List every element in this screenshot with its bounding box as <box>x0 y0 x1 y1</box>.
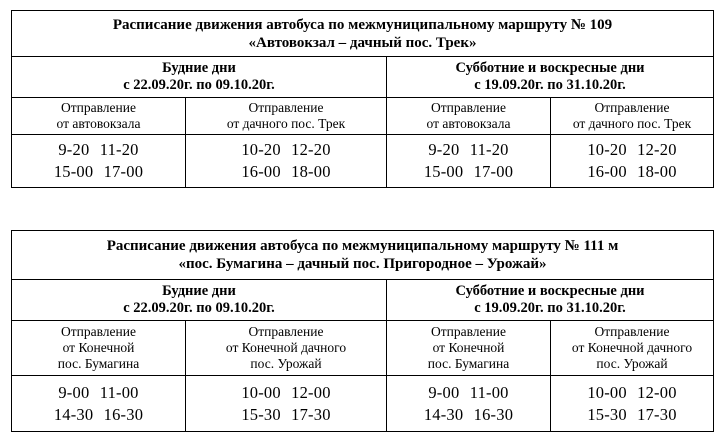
departure-label: Отправление <box>594 324 670 339</box>
times-row: 14-30 16-30 <box>423 404 514 424</box>
departure-times <box>12 376 186 432</box>
schedule-title <box>12 11 714 57</box>
schedule-title-line1: Расписание движения автобуса по межмуниципальному маршруту № 111 м <box>106 238 619 254</box>
times-row: 9-20 11-20 <box>58 140 139 159</box>
departure-header <box>387 321 551 376</box>
departure-label: Отправление <box>431 324 506 339</box>
departure-times <box>387 135 551 188</box>
departure-origin: от Конечной дачного <box>225 340 347 355</box>
times-row: 15-00 17-00 <box>53 162 144 181</box>
schedule-table-route-111m <box>11 230 714 432</box>
times-row: 10-00 12-00 <box>241 382 331 402</box>
departure-label: Отправление <box>61 100 136 115</box>
times-row: 14-30 16-30 <box>53 404 144 424</box>
weekend-dates: с 19.09.20г. по 31.10.20г. <box>474 300 626 316</box>
departure-origin: от автовокзала <box>426 116 511 131</box>
departure-times <box>12 135 186 188</box>
departure-header <box>387 98 551 135</box>
times-row: 15-30 17-30 <box>241 404 331 424</box>
times-row: 10-20 12-20 <box>587 140 677 159</box>
times-row: 10-20 12-20 <box>241 140 331 159</box>
times-row: 9-00 11-00 <box>58 382 139 402</box>
departure-header <box>551 321 714 376</box>
weekday-title: Будние дни <box>162 283 236 299</box>
weekend-title: Субботние и воскресные дни <box>455 283 645 299</box>
departure-header <box>186 321 387 376</box>
departure-origin: от автовокзала <box>56 116 141 131</box>
departure-origin-place: пос. Бумагина <box>427 356 510 371</box>
times-row: 9-20 11-20 <box>428 140 509 159</box>
departure-origin-place: пос. Бумагина <box>57 356 140 371</box>
weekend-title: Субботние и воскресные дни <box>455 60 645 76</box>
departure-times <box>551 135 714 188</box>
departure-origin: от Конечной <box>62 340 135 355</box>
weekday-dates: с 22.09.20г. по 09.10.20г. <box>123 300 275 316</box>
departure-header <box>551 98 714 135</box>
departure-origin: от Конечной дачного <box>571 340 693 355</box>
schedule-table-route-109 <box>11 10 714 188</box>
times-row: 16-00 18-00 <box>241 162 331 181</box>
schedule-title-line2: «пос. Бумагина – дачный пос. Пригородное – Урожай» <box>178 256 547 272</box>
departure-times <box>551 376 714 432</box>
weekday-dates: с 22.09.20г. по 09.10.20г. <box>123 77 275 93</box>
departure-header <box>186 98 387 135</box>
departure-times <box>186 135 387 188</box>
departure-times <box>186 376 387 432</box>
departure-label: Отправление <box>431 100 506 115</box>
times-row: 10-00 12-00 <box>587 382 677 402</box>
departure-times <box>387 376 551 432</box>
departure-header <box>12 321 186 376</box>
times-row: 16-00 18-00 <box>587 162 677 181</box>
times-row: 15-30 17-30 <box>587 404 677 424</box>
schedule-title <box>12 231 714 280</box>
weekend-period-header <box>387 280 714 321</box>
schedule-title-line2: «Автовокзал – дачный пос. Трек» <box>248 34 477 51</box>
departure-label: Отправление <box>61 324 136 339</box>
weekend-dates: с 19.09.20г. по 31.10.20г. <box>474 77 626 93</box>
weekday-title: Будние дни <box>162 60 236 76</box>
weekend-period-header <box>387 57 714 98</box>
departure-origin-place: пос. Урожай <box>250 356 322 371</box>
departure-origin-place: пос. Урожай <box>596 356 668 371</box>
departure-label: Отправление <box>248 100 324 115</box>
weekday-period-header <box>12 280 387 321</box>
times-row: 9-00 11-00 <box>428 382 509 402</box>
departure-origin: от дачного пос. Трек <box>226 116 346 131</box>
departure-label: Отправление <box>248 324 324 339</box>
departure-origin: от Конечной <box>432 340 505 355</box>
departure-header <box>12 98 186 135</box>
departure-origin: от дачного пос. Трек <box>572 116 692 131</box>
times-row: 15-00 17-00 <box>423 162 514 181</box>
departure-label: Отправление <box>594 100 670 115</box>
weekday-period-header <box>12 57 387 98</box>
schedule-title-line1: Расписание движения автобуса по межмуниципальному маршруту № 109 <box>112 16 613 33</box>
